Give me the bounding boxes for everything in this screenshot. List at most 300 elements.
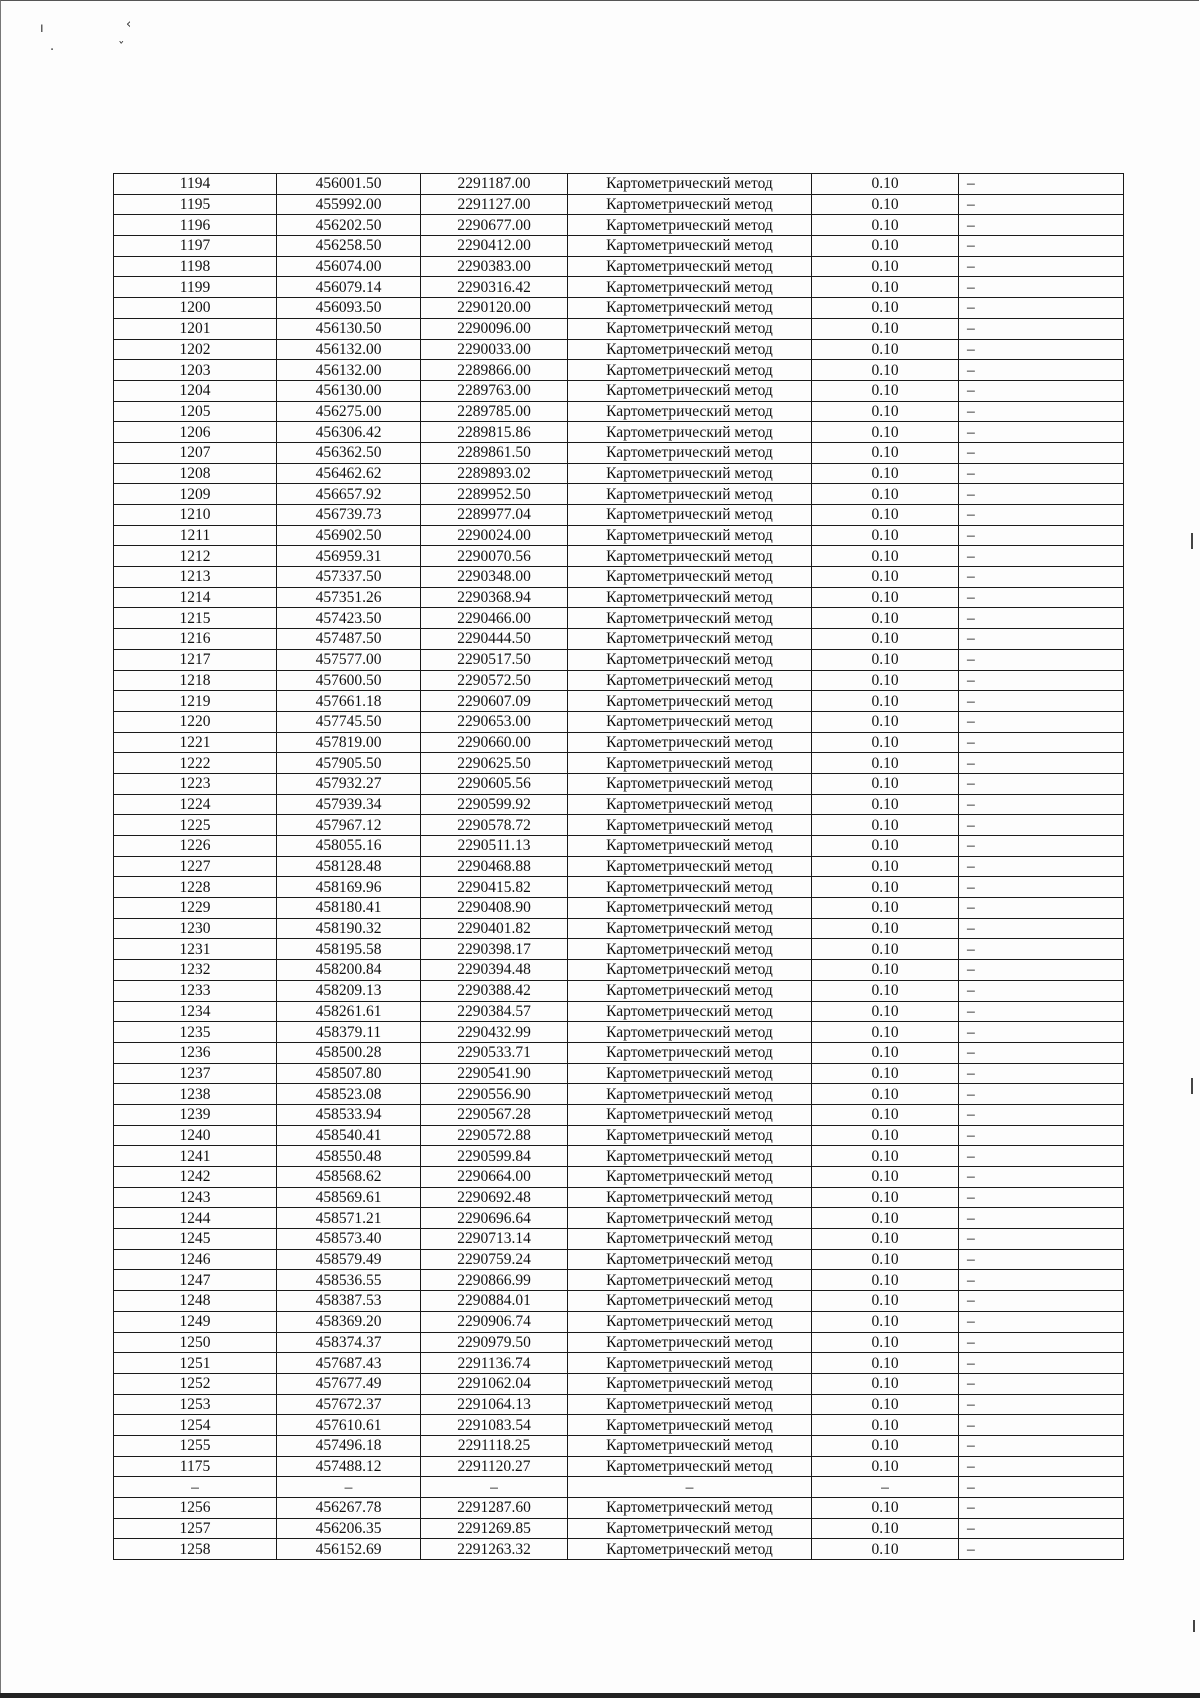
cell-method: Картометрический метод (568, 422, 812, 443)
cell-y: 2290664.00 (421, 1167, 568, 1188)
cell-accuracy: 0.10 (812, 629, 959, 650)
cell-method: Картометрический метод (568, 960, 812, 981)
cell-x: 458579.49 (277, 1249, 421, 1270)
cell-y: 2290906.74 (421, 1311, 568, 1332)
cell-note: – (959, 877, 1124, 898)
cell-x: 456079.14 (277, 277, 421, 298)
cell-accuracy: 0.10 (812, 1146, 959, 1167)
cell-accuracy: 0.10 (812, 1270, 959, 1291)
cell-note: – (959, 1187, 1124, 1208)
cell-note: – (959, 1063, 1124, 1084)
cell-method: Картометрический метод (568, 442, 812, 463)
cell-y: 2289952.50 (421, 484, 568, 505)
cell-method: Картометрический метод (568, 691, 812, 712)
cell-x: 456093.50 (277, 298, 421, 319)
cell-x: 457351.26 (277, 587, 421, 608)
cell-y: 2290517.50 (421, 649, 568, 670)
cell-note: – (959, 815, 1124, 836)
cell-x: 456202.50 (277, 215, 421, 236)
cell-point: 1239 (114, 1104, 277, 1125)
table-row (114, 422, 1124, 443)
cell-accuracy: 0.10 (812, 836, 959, 857)
cell-accuracy: 0.10 (812, 1063, 959, 1084)
cell-method: Картометрический метод (568, 401, 812, 422)
cell-point: 1244 (114, 1208, 277, 1229)
cell-method: Картометрический метод (568, 1518, 812, 1539)
cell-point: 1205 (114, 401, 277, 422)
cell-x: 456739.73 (277, 505, 421, 526)
cell-method: Картометрический метод (568, 1063, 812, 1084)
cell-point: 1210 (114, 505, 277, 526)
table-row (114, 856, 1124, 877)
cell-point: 1194 (114, 174, 277, 195)
table-row (114, 1477, 1124, 1498)
cell-point: 1255 (114, 1435, 277, 1456)
table-row (114, 1249, 1124, 1270)
cell-accuracy: 0.10 (812, 856, 959, 877)
cell-point: 1212 (114, 546, 277, 567)
table-row (114, 1373, 1124, 1394)
cell-x: 458055.16 (277, 836, 421, 857)
cell-y: 2290578.72 (421, 815, 568, 836)
cell-x: 457677.49 (277, 1373, 421, 1394)
table-row (114, 546, 1124, 567)
cell-y: 2290625.50 (421, 753, 568, 774)
table-row (114, 1208, 1124, 1229)
cell-note: – (959, 1415, 1124, 1436)
cell-note: – (959, 918, 1124, 939)
cell-x: 458523.08 (277, 1084, 421, 1105)
scan-edge-mark (1191, 533, 1193, 549)
cell-method: Картометрический метод (568, 215, 812, 236)
cell-point: 1199 (114, 277, 277, 298)
cell-method: Картометрический метод (568, 711, 812, 732)
cell-x: 456132.00 (277, 339, 421, 360)
cell-point: 1203 (114, 360, 277, 381)
table-row (114, 608, 1124, 629)
cell-y: 2290432.99 (421, 1022, 568, 1043)
cell-accuracy: 0.10 (812, 360, 959, 381)
cell-accuracy: 0.10 (812, 1291, 959, 1312)
cell-note: – (959, 856, 1124, 877)
cell-accuracy: 0.10 (812, 422, 959, 443)
cell-note: – (959, 1332, 1124, 1353)
cell-y: 2289815.86 (421, 422, 568, 443)
cell-accuracy: 0.10 (812, 1415, 959, 1436)
cell-accuracy: 0.10 (812, 1229, 959, 1250)
cell-method: Картометрический метод (568, 1435, 812, 1456)
table-row (114, 277, 1124, 298)
cell-method: Картометрический метод (568, 918, 812, 939)
cell-note: – (959, 1104, 1124, 1125)
table-row (114, 380, 1124, 401)
cell-x: 457661.18 (277, 691, 421, 712)
cell-y: 2290541.90 (421, 1063, 568, 1084)
cell-y: 2290444.50 (421, 629, 568, 650)
table-row (114, 1539, 1124, 1560)
cell-note: – (959, 442, 1124, 463)
cell-method: Картометрический метод (568, 1084, 812, 1105)
cell-accuracy: 0.10 (812, 711, 959, 732)
cell-method: Картометрический метод (568, 1353, 812, 1374)
cell-accuracy: 0.10 (812, 194, 959, 215)
cell-point: 1207 (114, 442, 277, 463)
table-row (114, 463, 1124, 484)
cell-method: Картометрический метод (568, 298, 812, 319)
cell-point: 1195 (114, 194, 277, 215)
table-row (114, 318, 1124, 339)
cell-accuracy: 0.10 (812, 1332, 959, 1353)
cell-x: 458369.20 (277, 1311, 421, 1332)
cell-x: 457687.43 (277, 1353, 421, 1374)
cell-point: 1223 (114, 773, 277, 794)
cell-point: 1234 (114, 1001, 277, 1022)
cell-method: Картометрический метод (568, 318, 812, 339)
cell-method: Картометрический метод (568, 256, 812, 277)
cell-y: – (421, 1477, 568, 1498)
cell-method: Картометрический метод (568, 1415, 812, 1436)
table-row (114, 1311, 1124, 1332)
cell-y: 2291064.13 (421, 1394, 568, 1415)
cell-point: 1253 (114, 1394, 277, 1415)
cell-note: – (959, 1456, 1124, 1477)
cell-y: 2290384.57 (421, 1001, 568, 1022)
cell-y: 2290556.90 (421, 1084, 568, 1105)
cell-accuracy: 0.10 (812, 1311, 959, 1332)
cell-x: 458387.53 (277, 1291, 421, 1312)
cell-y: 2289893.02 (421, 463, 568, 484)
cell-point: 1221 (114, 732, 277, 753)
cell-point: 1249 (114, 1311, 277, 1332)
cell-x: 458540.41 (277, 1125, 421, 1146)
cell-accuracy: 0.10 (812, 546, 959, 567)
cell-note: – (959, 236, 1124, 257)
cell-x: 458507.80 (277, 1063, 421, 1084)
cell-method: Картометрический метод (568, 1187, 812, 1208)
cell-y: 2291127.00 (421, 194, 568, 215)
scan-speck: · (50, 43, 55, 58)
cell-accuracy: 0.10 (812, 877, 959, 898)
cell-accuracy: 0.10 (812, 773, 959, 794)
cell-x: 458533.94 (277, 1104, 421, 1125)
table-row (114, 1270, 1124, 1291)
cell-method: Картометрический метод (568, 794, 812, 815)
cell-method: Картометрический метод (568, 1249, 812, 1270)
scan-bottom-edge (0, 1693, 1200, 1698)
cell-y: 2289866.00 (421, 360, 568, 381)
table-row (114, 1125, 1124, 1146)
table-row (114, 939, 1124, 960)
cell-accuracy: 0.10 (812, 215, 959, 236)
table-row (114, 711, 1124, 732)
cell-point: 1201 (114, 318, 277, 339)
cell-y: 2289977.04 (421, 505, 568, 526)
table-row (114, 442, 1124, 463)
cell-y: 2291263.32 (421, 1539, 568, 1560)
cell-accuracy: 0.10 (812, 256, 959, 277)
cell-x: 458571.21 (277, 1208, 421, 1229)
cell-accuracy: 0.10 (812, 1518, 959, 1539)
cell-x: 456130.00 (277, 380, 421, 401)
cell-note: – (959, 794, 1124, 815)
cell-x: 456275.00 (277, 401, 421, 422)
cell-accuracy: 0.10 (812, 1187, 959, 1208)
cell-accuracy: 0.10 (812, 505, 959, 526)
cell-point: 1216 (114, 629, 277, 650)
cell-x: 457932.27 (277, 773, 421, 794)
cell-note: – (959, 174, 1124, 195)
cell-accuracy: 0.10 (812, 1104, 959, 1125)
cell-y: 2291287.60 (421, 1498, 568, 1519)
cell-x: 458573.40 (277, 1229, 421, 1250)
cell-note: – (959, 1353, 1124, 1374)
cell-x: 456258.50 (277, 236, 421, 257)
cell-point: 1232 (114, 960, 277, 981)
cell-method: Картометрический метод (568, 525, 812, 546)
cell-point: 1242 (114, 1167, 277, 1188)
cell-x: 457337.50 (277, 567, 421, 588)
cell-method: Картометрический метод (568, 608, 812, 629)
cell-point: 1196 (114, 215, 277, 236)
cell-x: 456362.50 (277, 442, 421, 463)
table-row (114, 360, 1124, 381)
scan-speck: ı (40, 21, 44, 36)
scan-edge-mark (1191, 1078, 1193, 1094)
cell-y: 2290692.48 (421, 1187, 568, 1208)
cell-method: Картометрический метод (568, 1539, 812, 1560)
cell-x: 456132.00 (277, 360, 421, 381)
cell-x: 457600.50 (277, 670, 421, 691)
cell-accuracy: 0.10 (812, 980, 959, 1001)
cell-accuracy: 0.10 (812, 794, 959, 815)
cell-x: 457905.50 (277, 753, 421, 774)
cell-note: – (959, 629, 1124, 650)
table-row (114, 174, 1124, 195)
table-row (114, 980, 1124, 1001)
cell-method: Картометрический метод (568, 546, 812, 567)
cell-note: – (959, 380, 1124, 401)
cell-accuracy: 0.10 (812, 1022, 959, 1043)
cell-x: 457939.34 (277, 794, 421, 815)
cell-method: Картометрический метод (568, 939, 812, 960)
cell-accuracy: 0.10 (812, 236, 959, 257)
cell-y: 2290713.14 (421, 1229, 568, 1250)
table-row (114, 525, 1124, 546)
cell-note: – (959, 422, 1124, 443)
cell-accuracy: 0.10 (812, 1042, 959, 1063)
cell-method: Картометрический метод (568, 1001, 812, 1022)
cell-x: 456206.35 (277, 1518, 421, 1539)
cell-note: – (959, 546, 1124, 567)
table-row (114, 649, 1124, 670)
cell-point: 1251 (114, 1353, 277, 1374)
cell-note: – (959, 567, 1124, 588)
cell-method: Картометрический метод (568, 1042, 812, 1063)
table-row (114, 1456, 1124, 1477)
cell-y: 2290660.00 (421, 732, 568, 753)
cell-note: – (959, 318, 1124, 339)
cell-method: Картометрический метод (568, 1167, 812, 1188)
cell-x: 457819.00 (277, 732, 421, 753)
cell-method: Картометрический метод (568, 1498, 812, 1519)
cell-y: 2291187.00 (421, 174, 568, 195)
cell-accuracy: 0.10 (812, 525, 959, 546)
table-row (114, 587, 1124, 608)
cell-method: Картометрический метод (568, 505, 812, 526)
cell-point: 1224 (114, 794, 277, 815)
cell-point: 1200 (114, 298, 277, 319)
cell-method: Картометрический метод (568, 339, 812, 360)
cell-accuracy: 0.10 (812, 691, 959, 712)
table-row (114, 1187, 1124, 1208)
cell-y: 2290070.56 (421, 546, 568, 567)
cell-note: – (959, 505, 1124, 526)
table-row (114, 215, 1124, 236)
cell-x: 458128.48 (277, 856, 421, 877)
cell-method: Картометрический метод (568, 753, 812, 774)
cell-x: 456001.50 (277, 174, 421, 195)
table-row (114, 401, 1124, 422)
cell-note: – (959, 836, 1124, 857)
cell-y: 2291083.54 (421, 1415, 568, 1436)
cell-note: – (959, 753, 1124, 774)
cell-x: 456306.42 (277, 422, 421, 443)
cell-accuracy: 0.10 (812, 1249, 959, 1270)
scan-edge-mark (1193, 1620, 1195, 1632)
cell-accuracy: 0.10 (812, 380, 959, 401)
cell-y: 2290677.00 (421, 215, 568, 236)
cell-y: 2290605.56 (421, 773, 568, 794)
cell-y: 2290759.24 (421, 1249, 568, 1270)
cell-x: 458379.11 (277, 1022, 421, 1043)
cell-point: 1243 (114, 1187, 277, 1208)
cell-point: 1245 (114, 1229, 277, 1250)
cell-method: – (568, 1477, 812, 1498)
cell-note: – (959, 1373, 1124, 1394)
table-row (114, 1291, 1124, 1312)
cell-accuracy: 0.10 (812, 1435, 959, 1456)
cell-accuracy: 0.10 (812, 298, 959, 319)
cell-x: 456152.69 (277, 1539, 421, 1560)
cell-point: 1225 (114, 815, 277, 836)
table-row (114, 629, 1124, 650)
cell-point: 1209 (114, 484, 277, 505)
coordinates-table-body (114, 174, 1124, 1560)
cell-y: 2290466.00 (421, 608, 568, 629)
cell-note: – (959, 194, 1124, 215)
cell-note: – (959, 670, 1124, 691)
table-row (114, 1435, 1124, 1456)
cell-point: 1231 (114, 939, 277, 960)
table-row (114, 1063, 1124, 1084)
cell-accuracy: 0.10 (812, 1084, 959, 1105)
cell-accuracy: 0.10 (812, 918, 959, 939)
cell-note: – (959, 1084, 1124, 1105)
cell-accuracy: 0.10 (812, 442, 959, 463)
table-row (114, 918, 1124, 939)
cell-point: 1228 (114, 877, 277, 898)
cell-y: 2290368.94 (421, 587, 568, 608)
cell-point: 1227 (114, 856, 277, 877)
cell-method: Картометрический метод (568, 236, 812, 257)
cell-y: 2290653.00 (421, 711, 568, 732)
cell-x: – (277, 1477, 421, 1498)
cell-point: 1230 (114, 918, 277, 939)
cell-note: – (959, 1208, 1124, 1229)
cell-x: 456130.50 (277, 318, 421, 339)
cell-point: 1220 (114, 711, 277, 732)
cell-x: 457423.50 (277, 608, 421, 629)
cell-accuracy: 0.10 (812, 732, 959, 753)
cell-y: 2290120.00 (421, 298, 568, 319)
cell-y: 2290599.92 (421, 794, 568, 815)
cell-note: – (959, 1435, 1124, 1456)
table-row (114, 1167, 1124, 1188)
cell-x: 458169.96 (277, 877, 421, 898)
cell-method: Картометрический метод (568, 174, 812, 195)
table-row (114, 505, 1124, 526)
cell-y: 2289785.00 (421, 401, 568, 422)
cell-note: – (959, 980, 1124, 1001)
cell-y: 2289763.00 (421, 380, 568, 401)
table-row (114, 877, 1124, 898)
cell-point: 1250 (114, 1332, 277, 1353)
cell-accuracy: 0.10 (812, 587, 959, 608)
cell-y: 2290468.88 (421, 856, 568, 877)
table-row (114, 339, 1124, 360)
cell-accuracy: 0.10 (812, 567, 959, 588)
cell-point: 1236 (114, 1042, 277, 1063)
cell-point: 1252 (114, 1373, 277, 1394)
cell-accuracy: 0.10 (812, 649, 959, 670)
cell-note: – (959, 1477, 1124, 1498)
cell-method: Картометрический метод (568, 1104, 812, 1125)
cell-note: – (959, 484, 1124, 505)
table-row (114, 1022, 1124, 1043)
cell-note: – (959, 1042, 1124, 1063)
cell-x: 458261.61 (277, 1001, 421, 1022)
cell-x: 456959.31 (277, 546, 421, 567)
cell-y: 2290408.90 (421, 898, 568, 919)
cell-note: – (959, 691, 1124, 712)
table-row (114, 484, 1124, 505)
cell-y: 2290866.99 (421, 1270, 568, 1291)
table-row (114, 1042, 1124, 1063)
cell-method: Картометрический метод (568, 670, 812, 691)
cell-method: Картометрический метод (568, 898, 812, 919)
cell-note: – (959, 608, 1124, 629)
scan-speck: ‹ (126, 17, 132, 32)
cell-x: 458374.37 (277, 1332, 421, 1353)
cell-note: – (959, 1394, 1124, 1415)
cell-method: Картометрический метод (568, 277, 812, 298)
cell-point: 1218 (114, 670, 277, 691)
cell-method: Картометрический метод (568, 980, 812, 1001)
cell-method: Картометрический метод (568, 587, 812, 608)
cell-point: 1246 (114, 1249, 277, 1270)
cell-point: 1202 (114, 339, 277, 360)
cell-x: 456074.00 (277, 256, 421, 277)
cell-method: Картометрический метод (568, 773, 812, 794)
cell-point: 1175 (114, 1456, 277, 1477)
cell-y: 2289861.50 (421, 442, 568, 463)
cell-y: 2290567.28 (421, 1104, 568, 1125)
cell-point: 1197 (114, 236, 277, 257)
cell-point: 1229 (114, 898, 277, 919)
cell-note: – (959, 1125, 1124, 1146)
cell-note: – (959, 339, 1124, 360)
cell-method: Картометрический метод (568, 1394, 812, 1415)
